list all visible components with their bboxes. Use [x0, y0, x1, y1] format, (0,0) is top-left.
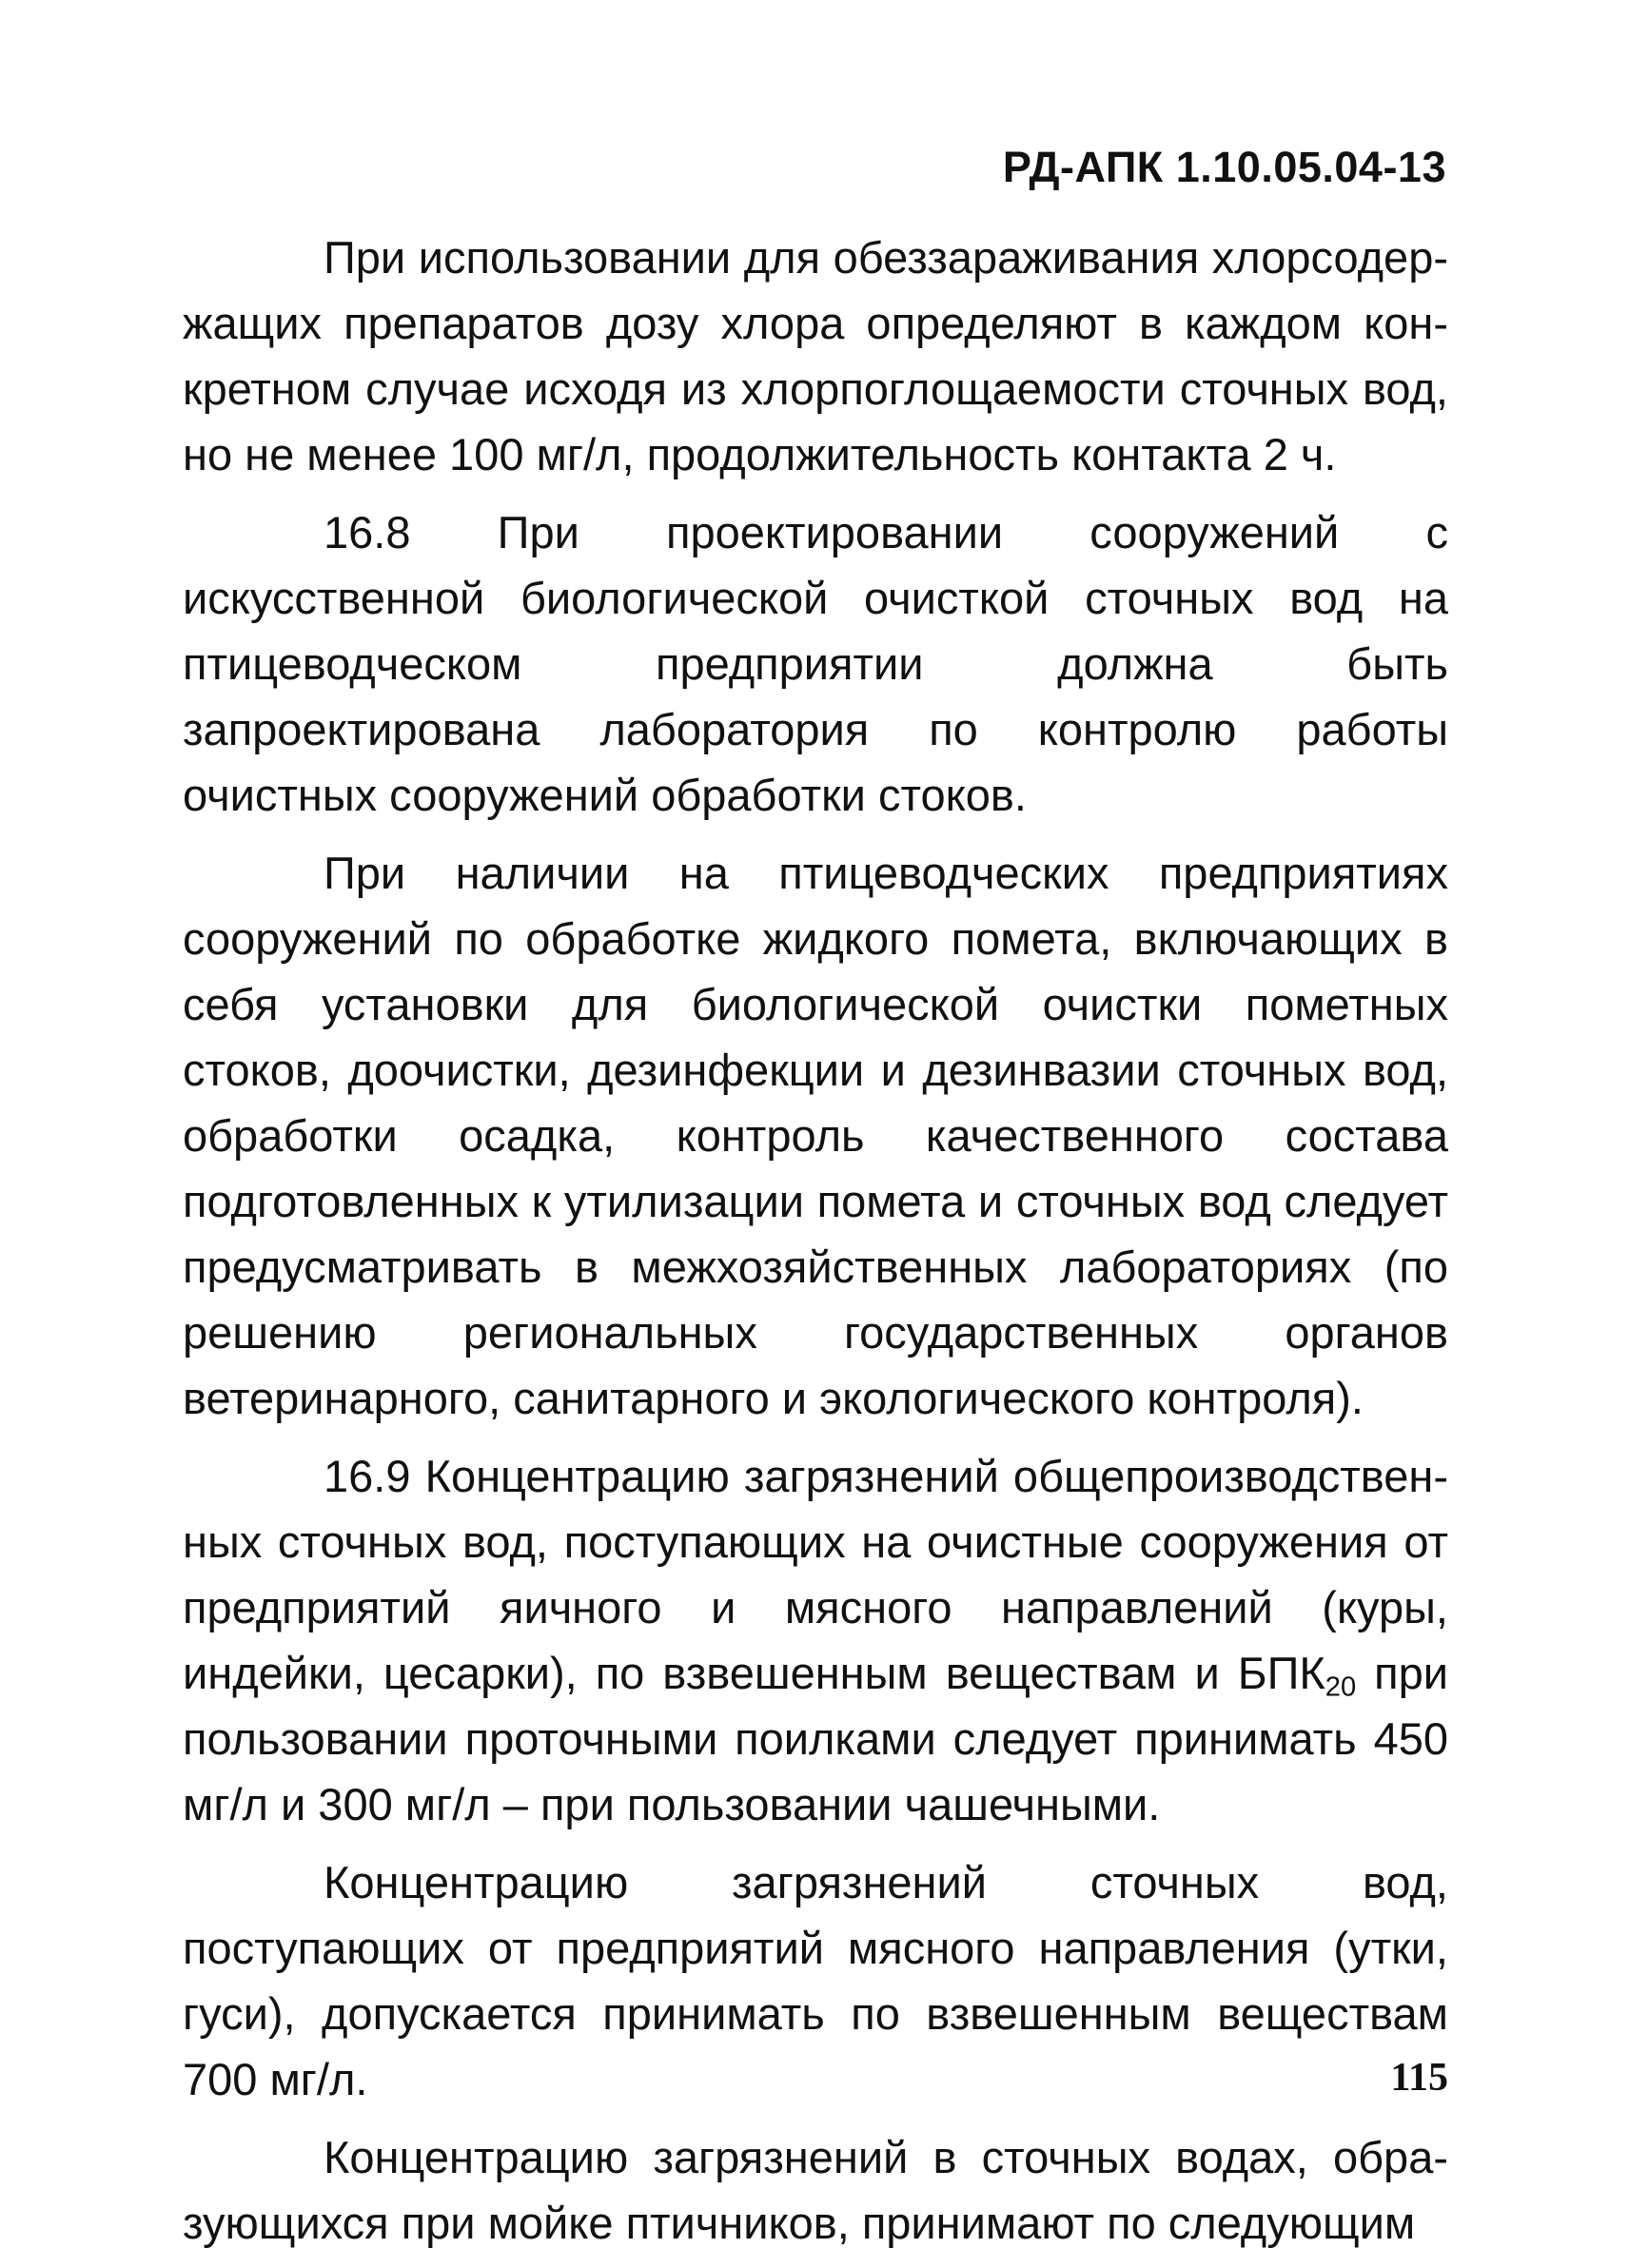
body-text — [183, 225, 1448, 2268]
paragraph-16-9-text-start: 16.9 Концентрацию загрязнений общепроизводственных сточных вод, поступающих на очистные сооружения от предприятий яичного и мясного направлений (куры, индейки, цесарки), по взвешенным веществам и БПК — [183, 1451, 1448, 1698]
paragraph-manure-treatment: При наличии на птицеводческих предприятиях сооружений по обработке жидкого помета, включающих в себя установки для биологической очистки пометных стоков, доочистки, дезинфекции и дезинвазии сточных вод, обработки осадка, контроль качественного состава подготовленных к утилизации помета и сточных вод следует предусматривать в межхозяйственных лабораториях (по решению региональных государственных органов ветеринарного, санитарного и экологического контроля). — [183, 848, 1448, 1423]
paragraph-16-8: 16.8 При проектировании сооружений с искусственной биологической очисткой сточных вод на птицеводческом предприятии должна быть запроектирована лаборатория по контролю работы очистных сооружений обработки стоков. — [183, 507, 1448, 820]
paragraph-16-9-text-end: при пользовании проточными поилками следует принимать 450 мг/л и 300 мг/л – при пользовании чашечными. — [183, 1648, 1448, 1829]
paragraph-disinfection: При использовании для обеззараживания хлорсодержащих препаратов дозу хлора определяют в каждом конкретном случае исходя из хлорпоглощаемости сточных вод, но не менее 100 мг/л, продолжительность контакта 2 ч. — [183, 232, 1448, 479]
paragraph-poultry-house-washing: Концентрацию загрязнений в сточных водах, образующихся при мойке птичников, принимают по следующим — [183, 2132, 1448, 2248]
bod-subscript: 20 — [1325, 1672, 1357, 1703]
paragraph-16-9 — [183, 1443, 1448, 1837]
page-number: 115 — [1390, 2056, 1448, 2100]
paragraph-meat-enterprises: Концентрацию загрязнений сточных вод, поступающих от предприятий мясного направления (утки, гуси), допускается принимать по взвешенным веществам 700 мг/л. — [183, 1857, 1448, 2104]
document-code: РД-АПК 1.10.05.04-13 — [1002, 143, 1446, 191]
